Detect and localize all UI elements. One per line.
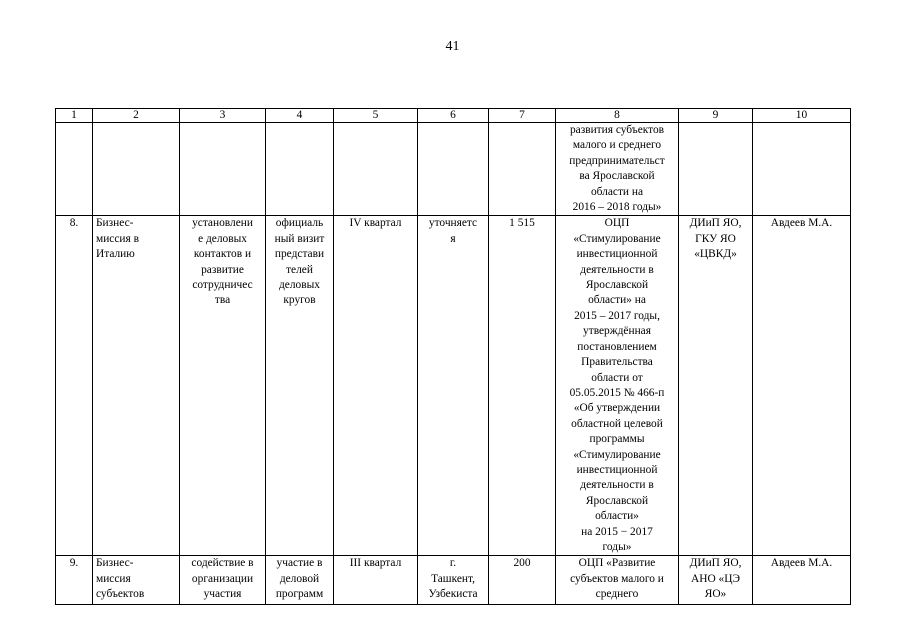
column-header: 5 [334,109,418,123]
funding-source: ОЦП «Развитие субъектов малого и среднего [556,556,679,605]
column-header: 4 [266,109,334,123]
page-number: 41 [445,39,460,54]
event-goal [180,123,266,216]
column-header: 1 [56,109,93,123]
event-executor: ДИиП ЯО, ГКУ ЯО «ЦВКД» [679,216,753,556]
row-number [56,123,93,216]
column-header: 8 [556,109,679,123]
responsible-person: Авдеев М.А. [753,556,851,605]
event-name: Бизнес- миссия в Италию [93,216,180,556]
event-place: г. Ташкент, Узбекиста [418,556,489,605]
event-cost [489,123,556,216]
table-row [56,216,851,556]
column-header: 9 [679,109,753,123]
event-name [93,123,180,216]
responsible-person [753,123,851,216]
event-place [418,123,489,216]
column-header: 6 [418,109,489,123]
event-period [334,123,418,216]
event-executor [679,123,753,216]
event-period: IV квартал [334,216,418,556]
event-goal: содействие в организации участия [180,556,266,605]
event-format: участие в деловой программ [266,556,334,605]
event-cost: 1 515 [489,216,556,556]
event-place: уточняетс я [418,216,489,556]
row-number: 9. [56,556,93,605]
responsible-person: Авдеев М.А. [753,216,851,556]
column-header: 3 [180,109,266,123]
event-goal: установлени е деловых контактов и развитие сотрудничес тва [180,216,266,556]
column-header: 2 [93,109,180,123]
funding-source: развития субъектов малого и среднего предпринимательст ва Ярославской области на 2016 – 2018 годы» [556,123,679,216]
events-table [55,108,851,605]
table-row [56,123,851,216]
event-format: официаль ный визит представи телей деловых кругов [266,216,334,556]
event-period: III квартал [334,556,418,605]
column-header: 10 [753,109,851,123]
event-executor: ДИиП ЯО, АНО «ЦЭ ЯО» [679,556,753,605]
event-name: Бизнес- миссия субъектов [93,556,180,605]
table-row [56,556,851,605]
event-cost: 200 [489,556,556,605]
row-number: 8. [56,216,93,556]
event-format [266,123,334,216]
column-numbers-row [56,109,851,123]
column-header: 7 [489,109,556,123]
funding-source: ОЦП «Стимулирование инвестиционной деятельности в Ярославской области» на 2015 – 2017 годы, утверждённая постановлением Правительства области от 05.05.2015 № 466-п «Об утверждении областной целевой программы «Стимулирование инвестиционной деятельности в Ярославской области» на 2015 − 2017 годы» [556,216,679,556]
